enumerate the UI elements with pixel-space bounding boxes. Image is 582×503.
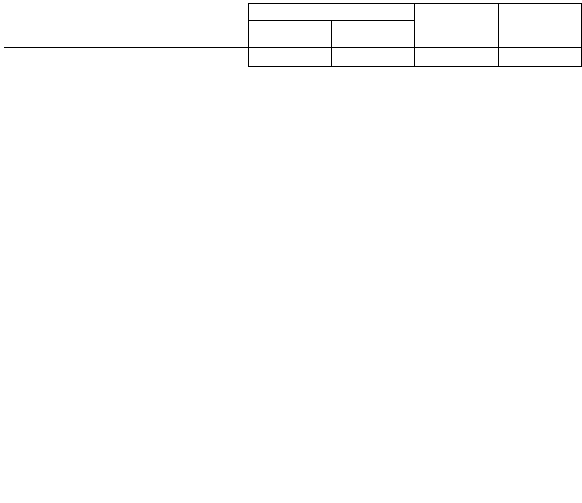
total-autonomo [415, 48, 498, 67]
total-presenciales [249, 48, 332, 67]
header-autonomo [415, 4, 498, 48]
header-presenciales [249, 21, 332, 48]
total-row [4, 48, 582, 67]
header-group-label [249, 4, 415, 21]
hours-table-container [4, 3, 582, 67]
hours-table [4, 3, 582, 67]
total-label [4, 48, 249, 67]
header-blank-cell [4, 4, 249, 48]
total-no-presenciales [332, 48, 415, 67]
header-totales [498, 4, 581, 48]
header-no-presenciales [332, 21, 415, 48]
total-totales [498, 48, 581, 67]
